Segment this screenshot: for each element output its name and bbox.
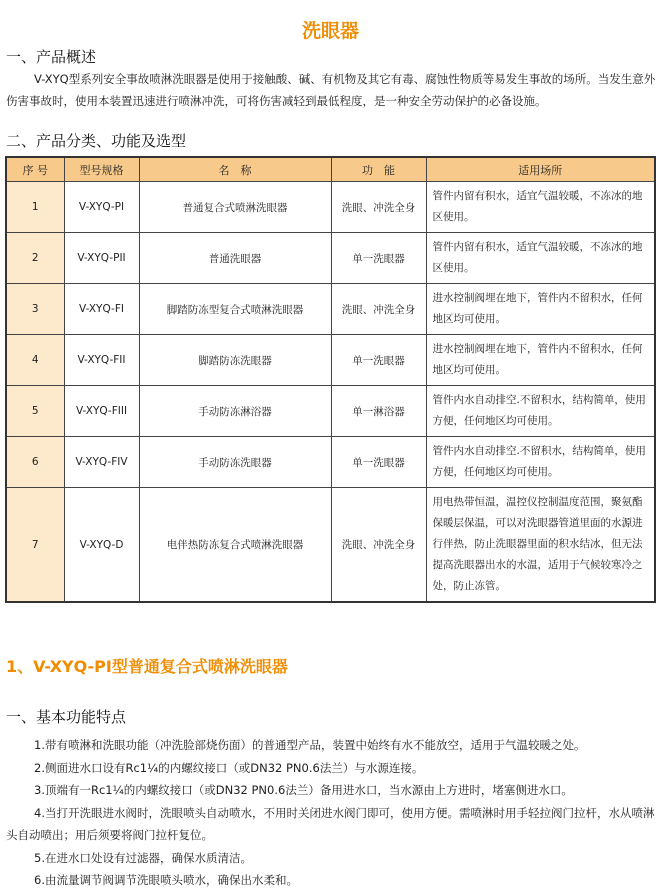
table-row (6, 386, 655, 437)
cell-usage: 用电热带恒温，温控仪控制温度范围，聚氨酯保暖层保温，可以对洗眼器管道里面的水源进行伴热，防止洗眼器里面的积水结冰，但无法提高洗眼器出水的水温，适用于气候较寒冷之处，防止冻管。 (426, 488, 655, 603)
cell-model: V-XYQ-FIII (64, 386, 139, 437)
cell-model: V-XYQ-FII (64, 335, 139, 386)
cell-name: 普通复合式喷淋洗眼器 (139, 182, 331, 233)
product-heading: 1、V-XYQ-PⅠ型普通复合式喷淋洗眼器 (6, 657, 288, 676)
feature-item: 6.由流量调节阀调节洗眼喷头喷水，确保出水柔和。 (34, 873, 298, 887)
cell-function: 单一洗眼器 (331, 233, 426, 284)
cell-model: V-XYQ-FI (64, 284, 139, 335)
table-row (6, 335, 655, 386)
cell-index: 3 (6, 284, 64, 335)
cell-function: 洗眼、冲洗全身 (331, 488, 426, 603)
col-header-index: 序 号 (6, 157, 64, 182)
table-row (6, 437, 655, 488)
feature-item: 1.带有喷淋和洗眼功能（冲洗脸部烧伤面）的普通型产品，装置中始终有水不能放空，适用于气温较暖之处。 (34, 738, 586, 752)
cell-model: V-XYQ-D (64, 488, 139, 603)
features-list (6, 734, 656, 892)
cell-usage: 进水控制阀埋在地下，管件内不留积水，任何地区均可使用。 (426, 284, 655, 335)
page-title: 洗眼器 (301, 20, 359, 42)
cell-index: 6 (6, 437, 64, 488)
feature-item: 2.侧面进水口设有Rc1¼的内螺纹接口（或DN32 PN0.6法兰）与水源连接。 (34, 760, 424, 775)
col-header-usage: 适用场所 (426, 157, 655, 182)
section-heading-overview: 一、产品概述 (6, 48, 97, 66)
cell-index: 7 (6, 488, 64, 603)
cell-name: 手动防冻洗眼器 (139, 437, 331, 488)
feature-item: 5.在进水口处设有过滤器，确保水质清洁。 (34, 850, 252, 865)
cell-model: V-XYQ-PII (64, 233, 139, 284)
feature-item: 4.当打开洗眼进水阀时，洗眼喷头自动喷水，不用时关闭进水阀门即可，使用方便。需喷淋时用手轻拉阀门拉杆，水从喷淋头自动喷出；用后须要将阀门拉杆复位。 (6, 805, 655, 842)
cell-index: 5 (6, 386, 64, 437)
cell-model: V-XYQ-FIV (64, 437, 139, 488)
overview-paragraph: V-XYQ型系列安全事故喷淋洗眼器是使用于接触酸、碱、有机物及其它有毒、腐蚀性物质等易发生事故的场所。当发生意外伤害事故时，使用本装置迅速进行喷淋冲洗，可将伤害减轻到最低程度，是一种安全劳动保护的必备设施。 (6, 72, 656, 108)
cell-function: 单一洗眼器 (331, 437, 426, 488)
cell-function: 单一淋浴器 (331, 386, 426, 437)
cell-name: 电伴热防冻复合式喷淋洗眼器 (139, 488, 331, 603)
cell-name: 普通洗眼器 (139, 233, 331, 284)
cell-function: 洗眼、冲洗全身 (331, 182, 426, 233)
cell-usage: 管件内水自动排空.不留积水，结构简单，使用方便，任何地区均可使用。 (426, 437, 655, 488)
table-row (6, 233, 655, 284)
product-table (5, 156, 656, 603)
cell-usage: 管件内留有积水，适宜气温较暖，不冻冰的地区使用。 (426, 182, 655, 233)
col-header-name: 名 称 (139, 157, 331, 182)
cell-name: 脚踏防冻洗眼器 (139, 335, 331, 386)
cell-name: 脚踏防冻型复合式喷淋洗眼器 (139, 284, 331, 335)
table-row (6, 284, 655, 335)
col-header-model: 型号规格 (64, 157, 139, 182)
cell-usage: 进水控制阀埋在地下，管件内不留积水，任何地区均可使用。 (426, 335, 655, 386)
cell-function: 洗眼、冲洗全身 (331, 284, 426, 335)
cell-index: 2 (6, 233, 64, 284)
col-header-function: 功 能 (331, 157, 426, 182)
table-row (6, 182, 655, 233)
cell-usage: 管件内留有积水，适宜气温较暖，不冻冰的地区使用。 (426, 233, 655, 284)
table-header-row (6, 157, 655, 182)
section-heading-classification: 二、产品分类、功能及选型 (6, 132, 187, 150)
feature-item: 3.顶端有一Rc1¼的内螺纹接口（或DN32 PN0.6法兰）备用进水口，当水源由上方进时，堵塞侧进水口。 (34, 783, 573, 797)
cell-model: V-XYQ-PI (64, 182, 139, 233)
table-row (6, 488, 655, 603)
cell-index: 1 (6, 182, 64, 233)
cell-function: 单一洗眼器 (331, 335, 426, 386)
cell-name: 手动防冻淋浴器 (139, 386, 331, 437)
cell-index: 4 (6, 335, 64, 386)
features-heading: 一、基本功能特点 (6, 708, 127, 726)
cell-usage: 管件内水自动排空.不留积水，结构简单，使用方便，任何地区均可使用。 (426, 386, 655, 437)
